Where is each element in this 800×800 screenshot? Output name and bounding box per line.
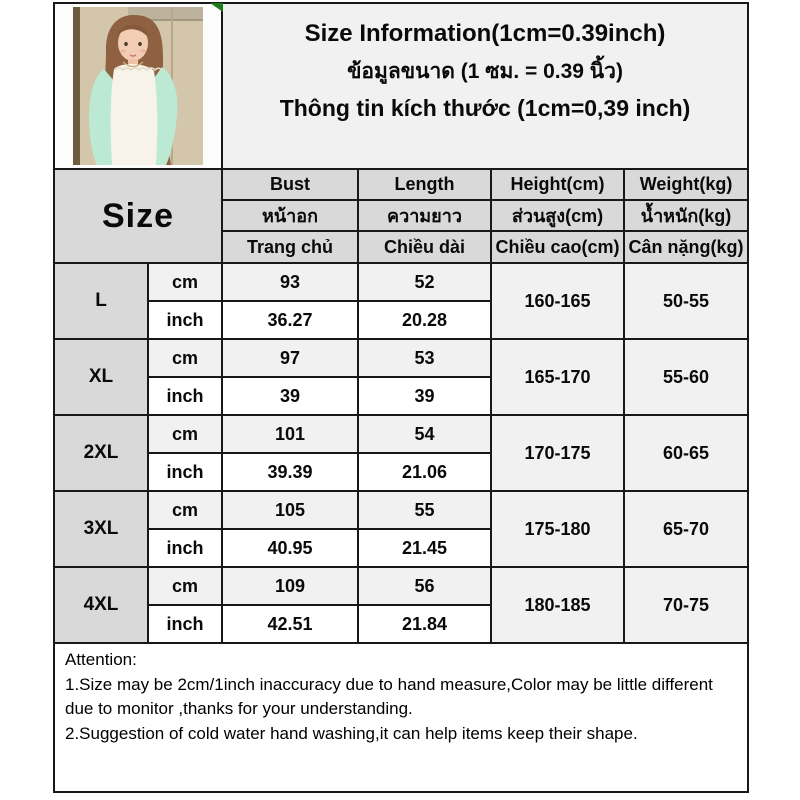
cell-unit-inch: inch <box>148 529 222 567</box>
cell-length-cm: 55 <box>358 491 491 529</box>
cell-length-inch: 39 <box>358 377 491 415</box>
table-row <box>54 415 748 453</box>
cell-size: 3XL <box>54 491 148 567</box>
cell-length-cm: 56 <box>358 567 491 605</box>
cell-bust-cm: 97 <box>222 339 358 377</box>
table-row <box>54 491 748 529</box>
header-bust-vi: Trang chủ <box>222 231 358 263</box>
cell-bust-inch: 42.51 <box>222 605 358 643</box>
header-length-vi: Chiều dài <box>358 231 491 263</box>
attention-heading: Attention: <box>65 650 137 669</box>
cell-unit-cm: cm <box>148 567 222 605</box>
model-photo-cell <box>54 3 222 169</box>
cell-unit-inch: inch <box>148 301 222 339</box>
attention-line-2: 2.Suggestion of cold water hand washing,it can help items keep their shape. <box>65 723 638 743</box>
cell-size: 2XL <box>54 415 148 491</box>
cell-size: XL <box>54 339 148 415</box>
attention-box <box>54 643 748 792</box>
title-english: Size Information(1cm=0.39inch) <box>304 20 666 47</box>
cell-height: 175-180 <box>491 491 624 567</box>
attention-text <box>55 644 747 747</box>
cell-height: 165-170 <box>491 339 624 415</box>
cell-bust-cm: 93 <box>222 263 358 301</box>
cell-unit-cm: cm <box>148 339 222 377</box>
cell-height: 170-175 <box>491 415 624 491</box>
cell-weight: 65-70 <box>624 491 748 567</box>
cell-bust-cm: 105 <box>222 491 358 529</box>
attention-line-1: 1.Size may be 2cm/1inch inaccuracy due to hand measure,Color may be little different due to monitor ,thanks for your understanding. <box>65 674 713 719</box>
cell-unit-cm: cm <box>148 491 222 529</box>
cell-size: 4XL <box>54 567 148 643</box>
model-photo <box>55 7 221 165</box>
cell-unit-cm: cm <box>148 415 222 453</box>
cell-weight: 60-65 <box>624 415 748 491</box>
size-corner-label: Size <box>54 169 222 263</box>
header-height-th: ส่วนสูง(cm) <box>491 200 624 231</box>
header-length-th: ความยาว <box>358 200 491 231</box>
title-cell <box>222 3 748 169</box>
cell-size: L <box>54 263 148 339</box>
cell-weight: 55-60 <box>624 339 748 415</box>
header-height-en: Height(cm) <box>491 169 624 200</box>
title-vietnamese: Thông tin kích thước (1cm=0,39 inch) <box>279 95 691 121</box>
cell-length-cm: 54 <box>358 415 491 453</box>
cell-length-inch: 20.28 <box>358 301 491 339</box>
cell-unit-inch: inch <box>148 377 222 415</box>
cell-length-inch: 21.84 <box>358 605 491 643</box>
cell-weight: 70-75 <box>624 567 748 643</box>
table-row <box>54 339 748 377</box>
cell-bust-inch: 39 <box>222 377 358 415</box>
cell-length-cm: 52 <box>358 263 491 301</box>
cell-bust-inch: 40.95 <box>222 529 358 567</box>
cell-length-inch: 21.06 <box>358 453 491 491</box>
header-weight-vi: Cân nặng(kg) <box>624 231 748 263</box>
cell-height: 180-185 <box>491 567 624 643</box>
cell-bust-cm: 109 <box>222 567 358 605</box>
cell-length-cm: 53 <box>358 339 491 377</box>
green-corner-marker <box>210 3 223 12</box>
cell-length-inch: 21.45 <box>358 529 491 567</box>
table-row <box>54 567 748 605</box>
cell-unit-cm: cm <box>148 263 222 301</box>
header-length-en: Length <box>358 169 491 200</box>
header-bust-en: Bust <box>222 169 358 200</box>
title-thai: ข้อมูลขนาด (1 ซม. = 0.39 นิ้ว) <box>347 60 623 83</box>
cell-bust-cm: 101 <box>222 415 358 453</box>
header-height-vi: Chiều cao(cm) <box>491 231 624 263</box>
size-chart-table <box>53 2 749 793</box>
cell-height: 160-165 <box>491 263 624 339</box>
header-weight-en: Weight(kg) <box>624 169 748 200</box>
header-weight-th: น้ำหนัก(kg) <box>624 200 748 231</box>
cell-bust-inch: 39.39 <box>222 453 358 491</box>
cell-unit-inch: inch <box>148 453 222 491</box>
cell-bust-inch: 36.27 <box>222 301 358 339</box>
title-block <box>223 20 747 152</box>
cell-weight: 50-55 <box>624 263 748 339</box>
header-bust-th: หน้าอก <box>222 200 358 231</box>
cell-unit-inch: inch <box>148 605 222 643</box>
table-row <box>54 263 748 301</box>
model-photo-illustration <box>73 7 203 165</box>
